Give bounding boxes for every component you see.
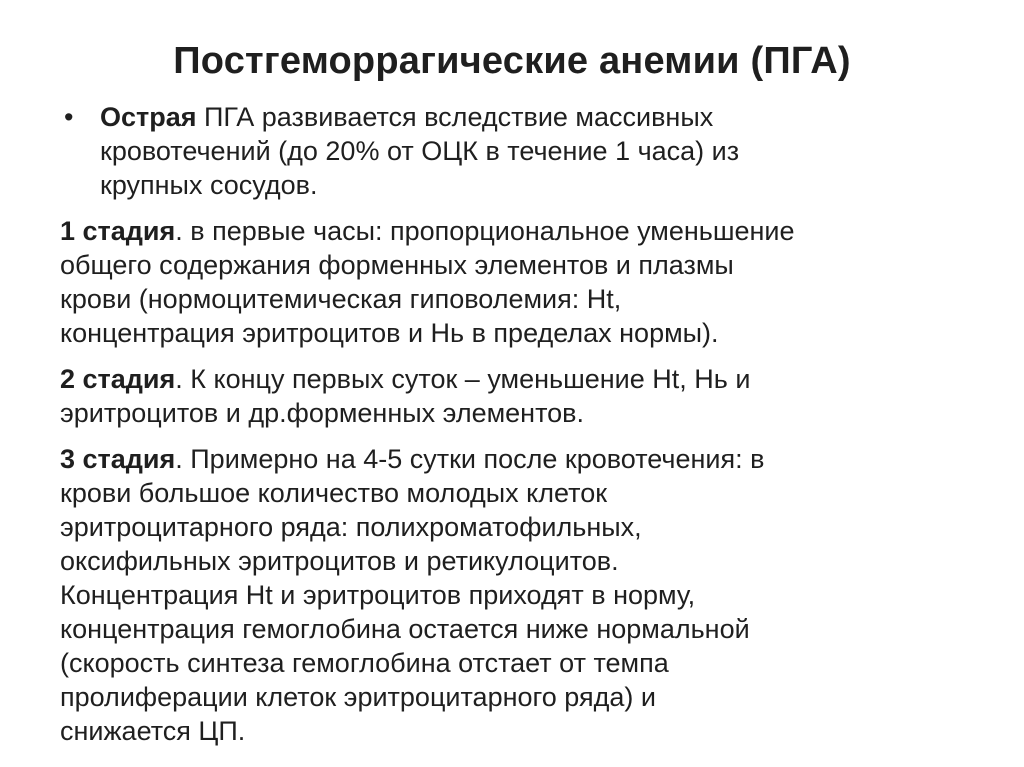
paragraph-line: концентрация гемоглобина остается ниже нормальной (60, 614, 750, 644)
paragraph-line: оксифильных эритроцитов и ретикулоцитов. (60, 546, 619, 576)
paragraph-stage-3 (60, 442, 960, 748)
paragraph-line: Острая ПГА развивается вследствие массивных (100, 102, 714, 132)
paragraph-stage-2 (60, 362, 960, 430)
paragraph-line: Концентрация Ht и эритроцитов приходят в норму, (60, 580, 696, 610)
paragraph-acute (60, 100, 960, 202)
bullet-icon: • (64, 102, 74, 132)
paragraph-line: общего содержания форменных элементов и плазмы (60, 250, 734, 280)
paragraph-line: 3 стадия. Примерно на 4-5 сутки после кровотечения: в (60, 444, 765, 474)
paragraph-stage-1 (60, 214, 960, 350)
paragraph-heading: 1 стадия (60, 216, 176, 246)
paragraph-line: 1 стадия. в первые часы: пропорциональное уменьшение (60, 216, 795, 246)
paragraph-line: крупных сосудов. (100, 170, 318, 200)
paragraph-line: снижается ЦП. (60, 716, 246, 746)
paragraph-line: концентрация эритроцитов и Hь в пределах нормы). (60, 318, 719, 348)
paragraph-line: крови (нормоцитемическая гиповолемия: Ht, (60, 284, 622, 314)
paragraph-line: эритроцитарного ряда: полихроматофильных, (60, 512, 642, 542)
paragraph-line: эритроцитов и др.форменных элементов. (60, 398, 585, 428)
slide-title: Постгеморрагические анемии (ПГА) (173, 40, 851, 82)
paragraph-heading: Острая (100, 102, 197, 132)
paragraph-line: пролиферации клеток эритроцитарного ряда) и (60, 682, 656, 712)
paragraph-line: крови большое количество молодых клеток (60, 478, 608, 508)
slide-content (60, 100, 960, 760)
paragraph-heading: 3 стадия (60, 444, 176, 474)
paragraph-heading: 2 стадия (60, 364, 176, 394)
paragraph-line: кровотечений (до 20% от ОЦК в течение 1 часа) из (100, 136, 740, 166)
paragraph-line: 2 стадия. К концу первых суток – уменьшение Ht, Hь и (60, 364, 751, 394)
paragraph-line: (скорость синтеза гемоглобина отстает от темпа (60, 648, 669, 678)
